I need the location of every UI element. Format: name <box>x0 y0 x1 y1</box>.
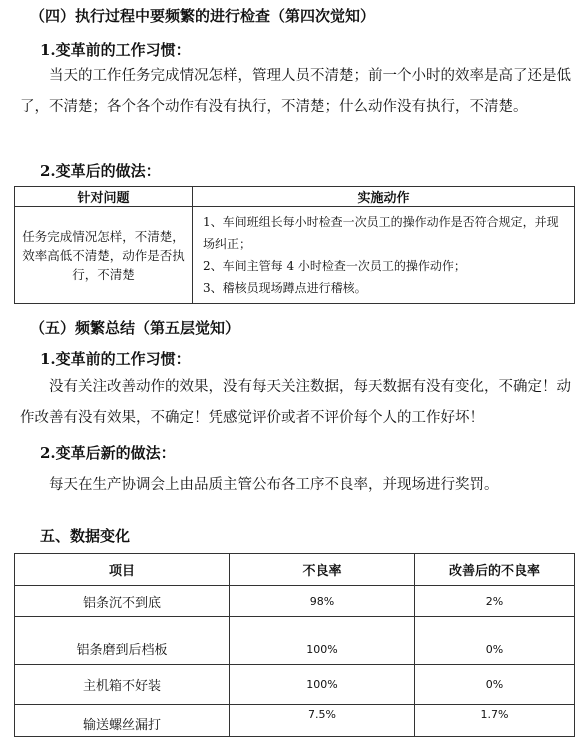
section5-after-paragraph: 每天在生产协调会上由品质主管公布各工序不良率，并现场进行奖罚。 <box>49 477 499 493</box>
section5-before-heading: 1.变革前的工作习惯： <box>40 350 191 368</box>
section4-after-heading: 2.变革后的做法： <box>40 162 161 180</box>
section4-before-heading: 1.变革前的工作习惯： <box>40 41 191 59</box>
inspection-table <box>14 186 575 304</box>
section4-before-paragraph: 当天的工作任务完成情况怎样，管理人员不清楚；前一个小时的效率是高了还是低了，不清楚；各个各个动作有没有执行，不清楚；什么动作没有执行，不清楚。 <box>20 68 571 115</box>
table-row <box>15 705 575 737</box>
table-row <box>15 207 575 304</box>
improved-rate-cell: 0% <box>415 617 575 665</box>
section4-title: （四）执行过程中要频繁的进行检查（第四次觉知） <box>30 7 376 25</box>
table-header-problem: 针对问题 <box>15 187 193 207</box>
improved-rate-cell: 1.7% <box>415 705 575 737</box>
rate-cell: 98% <box>230 586 415 617</box>
rate-cell: 100% <box>230 617 415 665</box>
section5-before-paragraph: 没有关注改善动作的效果，没有每天关注数据，每天数据有没有变化，不确定！动作改善有没有效果，不确定！凭感觉评价或者不评价每个人的工作好坏！ <box>20 379 571 426</box>
section5-title: （五）频繁总结（第五层觉知） <box>30 319 241 337</box>
table-row <box>15 665 575 705</box>
action-item-2: 2、车间主管每 4 小时检查一次员工的操作动作； <box>203 259 466 273</box>
item-cell: 铝条磨到后档板 <box>15 617 230 665</box>
table-header-rate: 不良率 <box>230 554 415 586</box>
table-header-improved: 改善后的不良率 <box>415 554 575 586</box>
action-item-1: 1、车间班组长每小时检查一次员工的操作动作是否符合规定，并现场纠正； <box>203 215 559 251</box>
item-cell: 主机箱不好装 <box>15 665 230 705</box>
table-header-action: 实施动作 <box>193 187 575 207</box>
data-section-title: 五、数据变化 <box>40 527 131 545</box>
action-cell <box>193 207 575 304</box>
rate-cell: 100% <box>230 665 415 705</box>
table-header-row <box>15 554 575 586</box>
action-item-3: 3、稽核员现场蹲点进行稽核。 <box>203 281 367 295</box>
table-header-item: 项目 <box>15 554 230 586</box>
table-row <box>15 586 575 617</box>
table-row <box>15 617 575 665</box>
improved-rate-cell: 0% <box>415 665 575 705</box>
improved-rate-cell: 2% <box>415 586 575 617</box>
problem-cell: 任务完成情况怎样，不清楚，效率高低不清楚，动作是否执行，不清楚 <box>15 207 193 304</box>
item-cell: 铝条沉不到底 <box>15 586 230 617</box>
item-cell: 输送螺丝漏打 <box>15 705 230 737</box>
table-header-row <box>15 187 575 207</box>
rate-cell: 7.5% <box>230 705 415 737</box>
defect-rate-table <box>14 553 575 737</box>
section5-after-heading: 2.变革后新的做法： <box>40 444 176 462</box>
